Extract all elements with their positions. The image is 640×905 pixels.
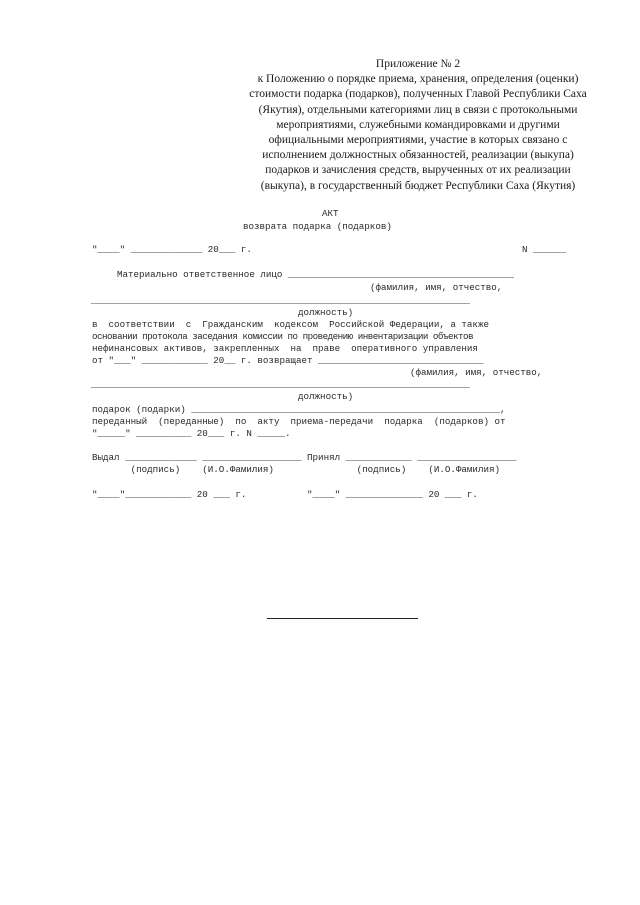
- transfer-line: переданный (переданные) по акту приема-передачи подарка (подарков) от: [92, 416, 506, 427]
- footer-rule: [267, 618, 418, 619]
- gift-line: подарок (подарки) ________________________________________________________,: [92, 404, 506, 415]
- appendix-line: подарков и зачисления средств, вырученных от их реализации: [265, 164, 571, 177]
- signature-hint: (подпись) (И.О.Фамилия) (подпись) (И.О.Фамилия): [92, 464, 500, 475]
- separator-line: _____________________________________________________________________________: [91, 379, 470, 390]
- body-line: от "___" ____________ 20__ г. возвращает ______________________________: [92, 355, 484, 366]
- position-label: должность): [298, 391, 354, 402]
- number-line: N ______: [522, 244, 567, 255]
- transfer-date-line: "_____" __________ 20___ г. N _____.: [92, 428, 291, 439]
- recipient-hint: (фамилия, имя, отчество,: [410, 367, 543, 378]
- appendix-line: мероприятиями, служебными командировками и другими: [276, 118, 560, 131]
- responsible-person-line: Материально ответственное лицо _________________________________________: [117, 269, 514, 280]
- date-line: "____" _____________ 20___ г.: [92, 244, 252, 255]
- body-line: нефинансовых активов, закрепленных на праве оперативного управления: [92, 343, 478, 354]
- act-title: АКТ: [322, 208, 339, 219]
- bottom-date-line: "____"____________ 20 ___ г. "____" ______________ 20 ___ г.: [92, 489, 478, 500]
- appendix-line: (Якутия), отдельными категориями лиц в связи с протокольными: [258, 103, 578, 116]
- appendix-line: стоимости подарка (подарков), полученных Главой Республики Саха: [249, 88, 587, 101]
- appendix-line: Приложение № 2: [375, 58, 461, 70]
- body-line: основании протокола заседания комиссии по проведению инвентаризации объектов: [92, 331, 474, 342]
- separator-line: _____________________________________________________________________________: [91, 295, 470, 306]
- appendix-line: исполнением должностных обязанностей, реализации (выкупа): [262, 149, 574, 162]
- position-label: должность): [298, 307, 354, 318]
- signature-line: Выдал _____________ __________________ Принял ____________ __________________: [92, 452, 517, 463]
- body-line: в соответствии с Гражданским кодексом Российской Федерации, а также: [92, 319, 489, 330]
- appendix-line: (выкупа), в государственный бюджет Республики Саха (Якутия): [260, 179, 576, 192]
- appendix-line: к Положению о порядке приема, хранения, определения (оценки): [257, 73, 579, 86]
- act-subtitle: возврата подарка (подарков): [243, 221, 392, 232]
- appendix-header: [248, 57, 588, 194]
- responsible-person-hint: (фамилия, имя, отчество,: [370, 282, 503, 293]
- appendix-line: официальными мероприятиями, участие в которых связано с: [268, 134, 568, 147]
